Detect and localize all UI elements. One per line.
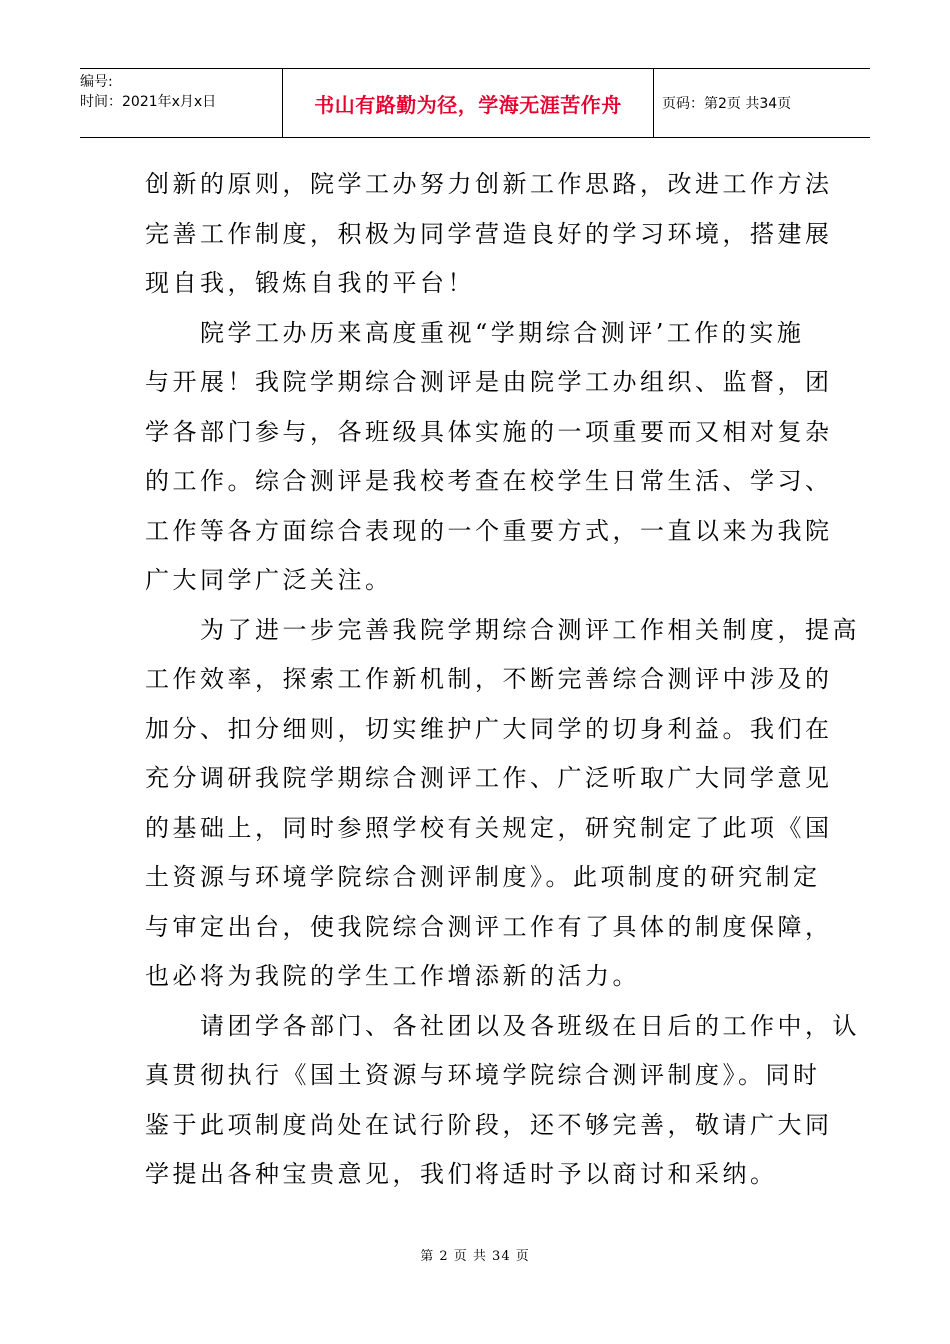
body-line: 加分、扣分细则，切实维护广大同学的切身利益。我们在 [145,714,833,743]
body-line: 也必将为我院的学生工作增添新的活力。 [145,962,640,990]
body-line: 的基础上，同时参照学校有关规定，研究制定了此项《国 [145,813,833,842]
body-line: 的工作。综合测评是我校考查在校学生日常生活、学习、 [145,467,833,495]
body-line: 充分调研我院学期综合测评工作、广泛听取广大同学意见 [145,764,833,792]
body-line: 院学工办历来高度重视“学期综合测评’工作的实施 [145,318,805,347]
document-body [145,160,860,1200]
body-line: 与开展！我院学期综合测评是由院学工办组织、监督，团 [145,368,833,396]
body-line: 学各部门参与，各班级具体实施的一项重要而又相对复杂 [145,417,833,446]
body-line: 学提出各种宝贵意见，我们将适时予以商讨和采纳。 [145,1160,778,1188]
page-footer: 第 2 页 共 34 页 [420,1249,530,1264]
document-time-label: 时间：2021年x月x日 [80,94,217,110]
body-line: 工作等各方面综合表现的一个重要方式，一直以来为我院 [145,516,833,545]
body-line: 工作效率，探索工作新机制，不断完善综合测评中涉及的 [145,665,833,693]
header-page-info: 页码：第2页 共34页 [662,96,792,112]
body-line: 创新的原则，院学工办努力创新工作思路，改进工作方法 [145,170,833,198]
body-line: 请团学各部门、各社团以及各班级在日后的工作中，认 [145,1011,860,1040]
body-line: 真贯彻执行《国土资源与环境学院综合测评制度》。同时 [145,1061,821,1089]
body-line: 现自我，锻炼自我的平台！ [145,269,475,297]
header-meta [80,69,282,137]
header-motto: 书山有路勤为径，学海无涯苦作舟 [282,69,654,137]
document-number-label: 编号: [80,74,113,90]
page-header [80,68,870,138]
body-line: 鉴于此项制度尚处在试行阶段，还不够完善，敬请广大同 [145,1110,833,1139]
body-line: 完善工作制度，积极为同学营造良好的学习环境，搭建展 [145,219,833,248]
body-line: 与审定出台，使我院综合测评工作有了具体的制度保障， [145,912,833,941]
body-line: 为了进一步完善我院学期综合测评工作相关制度，提高 [145,615,860,644]
body-line: 广大同学广泛关注。 [145,566,393,594]
body-line: 土资源与环境学院综合测评制度》。此项制度的研究制定 [145,863,821,891]
